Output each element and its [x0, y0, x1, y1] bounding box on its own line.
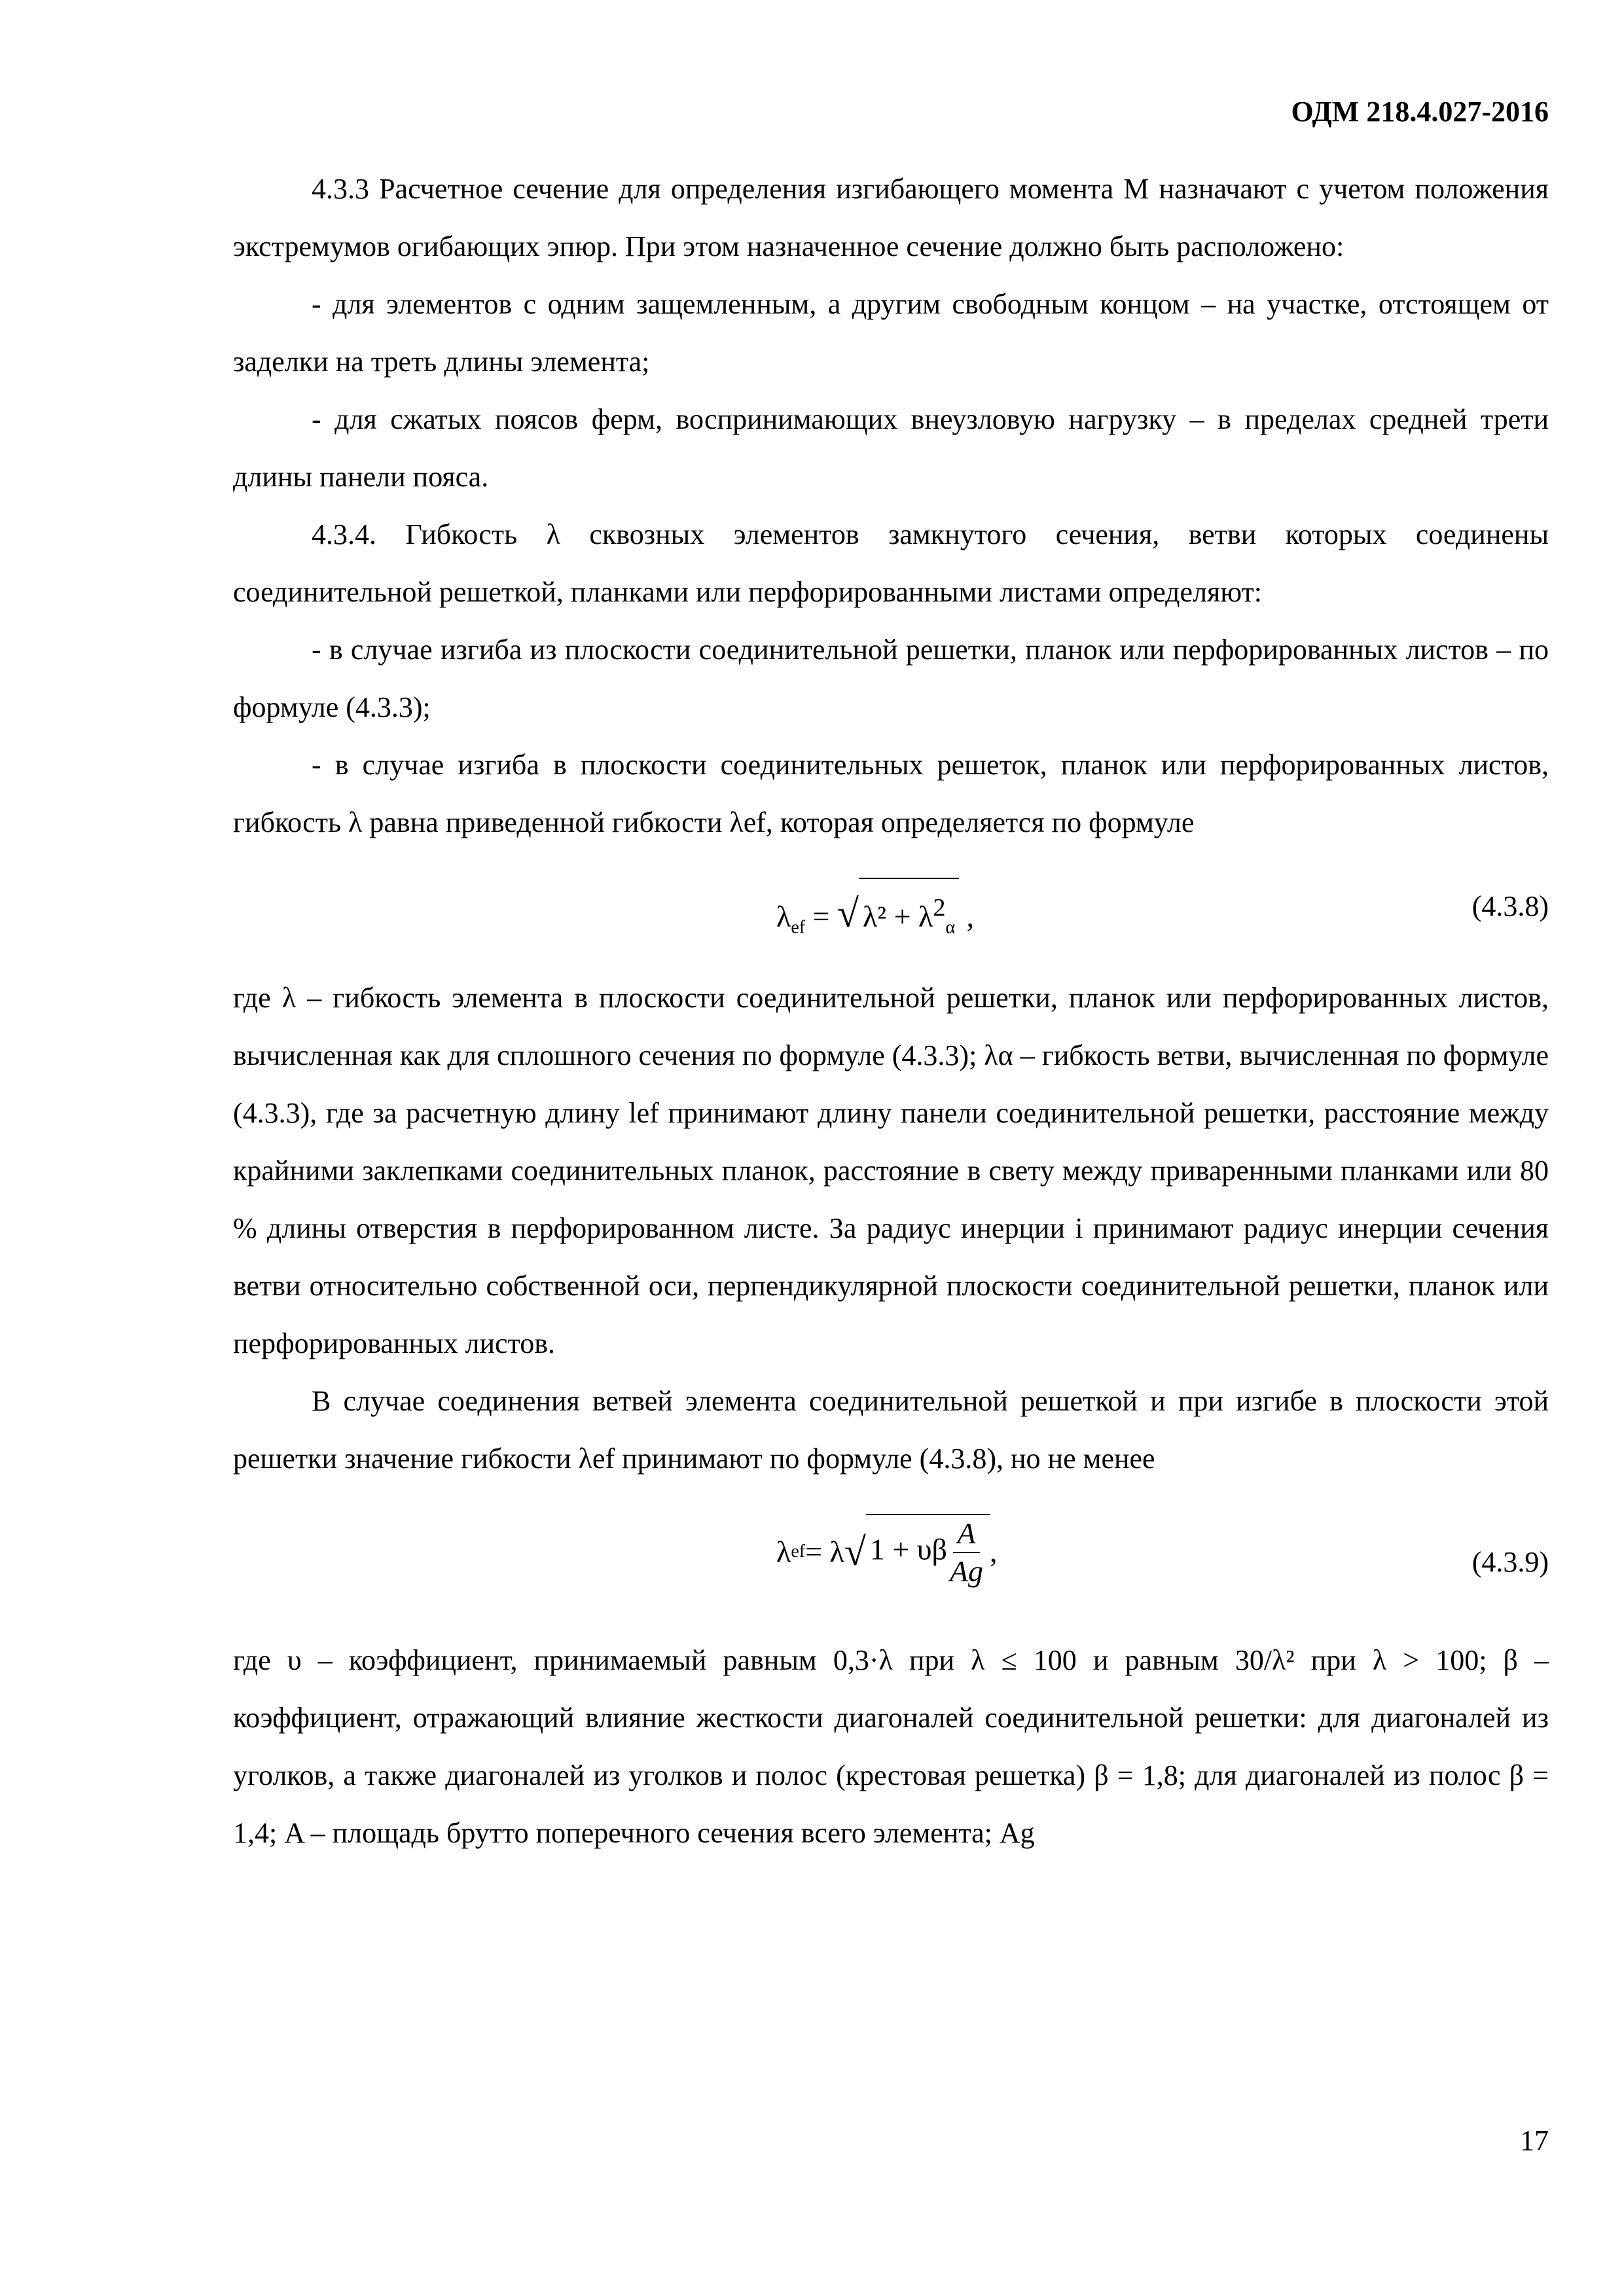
- formula-number: (4.3.9): [1471, 1546, 1549, 1578]
- document-body: [233, 160, 1549, 1862]
- list-item-in-plane: - в случае изгиба в плоскости соединительных решеток, планок или перфорированных листов, гибкость λ равна приведенной гибкости λef, которая определяется по формуле: [233, 749, 1549, 838]
- formula-expression: λ ef = λ √ 1 + υβ $\frac{A}{Ag}$ ,: [776, 1514, 998, 1590]
- square-root-icon: √: [844, 1530, 866, 1573]
- square-root-icon: √: [837, 891, 859, 935]
- paragraph-definitions: где λ – гибкость элемента в плоскости соединительной решетки, планок или перфорированных листов, вычисленная как для сплошного сечения по формуле (4.3.3); λα – гибкость ветви, вычисленная по формуле (4.3.3), где за расчетную длину lef принимают длину панели соединительной решетки, расстояние между крайними заклепками соединительных планок, расстояние в свету между приваренными планками или 80 % длины отверстия в перфорированном листе. За радиус инерции i принимают радиус инерции сечения ветви относительно собственной оси, перпендикулярной плоскости соединительной решетки, планок или перфорированных листов.: [233, 982, 1549, 1359]
- radicand: 1 + υβ $\frac{A}{Ag}$: [866, 1514, 990, 1590]
- list-item-truss-chords: - для сжатых поясов ферм, воспринимающих внеузловую нагрузку – в пределах средней трети длины панели пояса.: [233, 403, 1549, 493]
- radicand: $\lambda^2 + \lambda^2_\alpha$: [859, 878, 959, 957]
- formula-4-3-9: [233, 1488, 1549, 1632]
- paragraph-4-3-4: 4.3.4. Гибкость λ сквозных элементов замкнутого сечения, ветви которых соединены соединительной решеткой, планками или перфорированными листами определяют:: [233, 518, 1549, 608]
- formula-expression: $\lambda_{ef}$ = √ $\lambda^2 + \lambda^2_\alpha$ ,: [776, 878, 974, 957]
- fraction: $\frac{A}{Ag}$: [949, 1516, 983, 1588]
- formula-number: (4.3.8): [1471, 890, 1549, 922]
- list-item-out-of-plane: - в случае изгиба из плоскости соединительной решетки, планок или перфорированных листов – по формуле (4.3.3);: [233, 634, 1549, 723]
- paragraph-4-3-3: 4.3.3 Расчетное сечение для определения изгибающего момента M назначают с учетом положения экстремумов огибающих эпюр. При этом назначенное сечение должно быть расположено:: [233, 173, 1549, 262]
- paragraph-lattice-bending: В случае соединения ветвей элемента соединительной решеткой и при изгибе в плоскости этой решетки значение гибкости λef принимают по формуле (4.3.8), но не менее: [233, 1385, 1549, 1475]
- page-number: 17: [1520, 2125, 1549, 2157]
- paragraph-coefficients: где υ – коэффициент, принимаемый равным 0,3·λ при λ ≤ 100 и равным 30/λ² при λ > 100; β – коэффициент, отражающий влияние жесткости диагоналей соединительной решетки: для диагоналей из уголков, а также диагоналей из уголков и полос (крестовая решетка) β = 1,8; для диагоналей из полос β = 1,4; A – площадь брутто поперечного сечения всего элемента; Ag: [233, 1644, 1549, 1849]
- formula-4-3-8: [233, 852, 1549, 969]
- list-item-cantilever: - для элементов с одним защемленным, а другим свободным концом – на участке, отстоящем от заделки на треть длины элемента;: [233, 288, 1549, 378]
- document-code: ОДМ 218.4.027-2016: [1291, 96, 1549, 128]
